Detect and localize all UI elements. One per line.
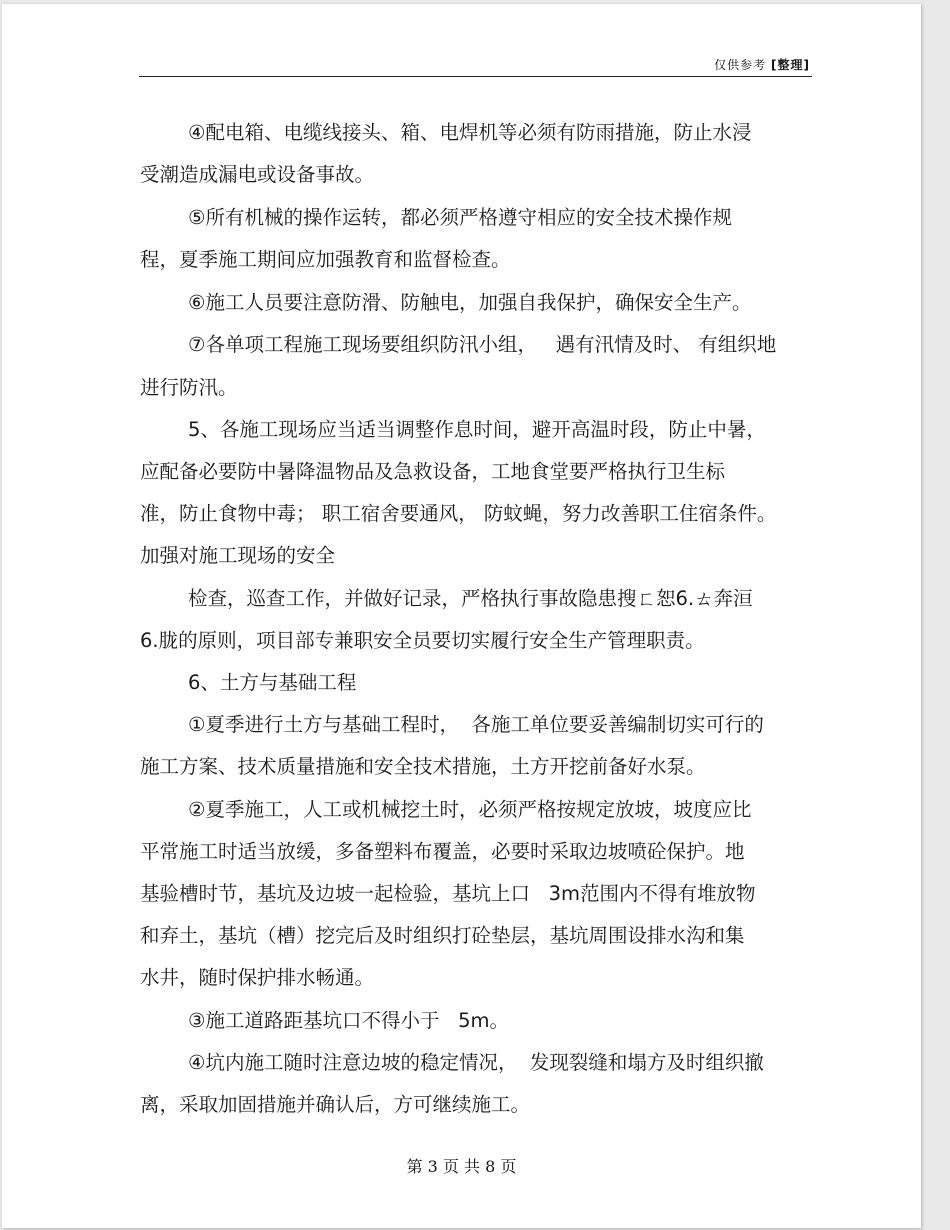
text-line: ①夏季进行土方与基础工程时， 各施工单位要妥善编制切实可行的 — [188, 713, 764, 736]
text-line: 水井，随时保护排水畅通。 — [140, 966, 375, 989]
text-line: ②夏季施工，人工或机械挖土时，必须严格按规定放坡，坡度应比 — [188, 798, 752, 821]
section-heading: 6、土方与基础工程 — [188, 671, 357, 694]
page-footer: 第 3 页 共 8 页 — [406, 1157, 517, 1176]
text-line: 检查，巡查工作，并做好记录，严格执行事故隐患搜ㄈ恕6.ㄊ奔洹 — [188, 587, 753, 610]
text-line: ④配电箱、电缆线接头、箱、电焊机等必须有防雨措施，防止水浸 — [188, 121, 752, 144]
document-page — [2, 4, 921, 1228]
text-line: 进行防汛。 — [140, 376, 238, 399]
text-line: 应配备必要防中暑降温物品及急救设备，工地食堂要严格执行卫生标 — [140, 460, 726, 483]
text-line: 离，采取加固措施并确认后，方可继续施工。 — [140, 1093, 531, 1116]
text-line: 6.胧的原则，项目部专兼职安全员要切实履行安全生产管理职责。 — [140, 629, 705, 652]
text-line: 加强对施工现场的安全 — [140, 544, 336, 567]
text-line: 平常施工时适当放缓，多备塑料布覆盖，必要时采取边坡喷砼保护。地 — [140, 840, 745, 863]
text-line: ③施工道路距基坑口不得小于 5m。 — [188, 1009, 509, 1032]
text-line: 基验槽时节，基坑及边坡一起检验，基坑上口 3m范围内不得有堆放物 — [140, 882, 756, 905]
text-line: 程，夏季施工期间应加强教育和监督检查。 — [140, 248, 511, 271]
text-line: ⑥施工人员要注意防滑、防触电，加强自我保护，确保安全生产。 — [188, 291, 752, 314]
header-rule — [139, 76, 812, 77]
text-line: ⑤所有机械的操作运转，都必须严格遵守相应的安全技术操作规 — [188, 206, 732, 229]
text-line: 施工方案、技术质量措施和安全技术措施，土方开挖前备好水泵。 — [140, 755, 706, 778]
header-note — [714, 56, 810, 73]
header-note-text: 仅供参考 — [714, 58, 767, 72]
text-line: 5、各施工现场应当适当调整作息时间，避开高温时段，防止中暑， — [188, 418, 766, 441]
text-line: ④坑内施工随时注意边坡的稳定情况， 发现裂缝和塌方及时组织撤 — [188, 1051, 764, 1074]
text-line: ⑦各单项工程施工现场要组织防汛小组， 遇有汛情及时、 有组织地 — [188, 333, 777, 356]
header-note-bracket: [整理] — [771, 58, 810, 72]
text-line: 和弃土，基坑（槽）挖完后及时组织打砼垫层，基坑周围设排水沟和集 — [140, 924, 745, 947]
text-line: 准，防止食物中毒； 职工宿舍要通风， 防蚊蝇，努力改善职工住宿条件。 — [140, 502, 777, 525]
text-line: 受潮造成漏电或设备事故。 — [140, 163, 375, 186]
